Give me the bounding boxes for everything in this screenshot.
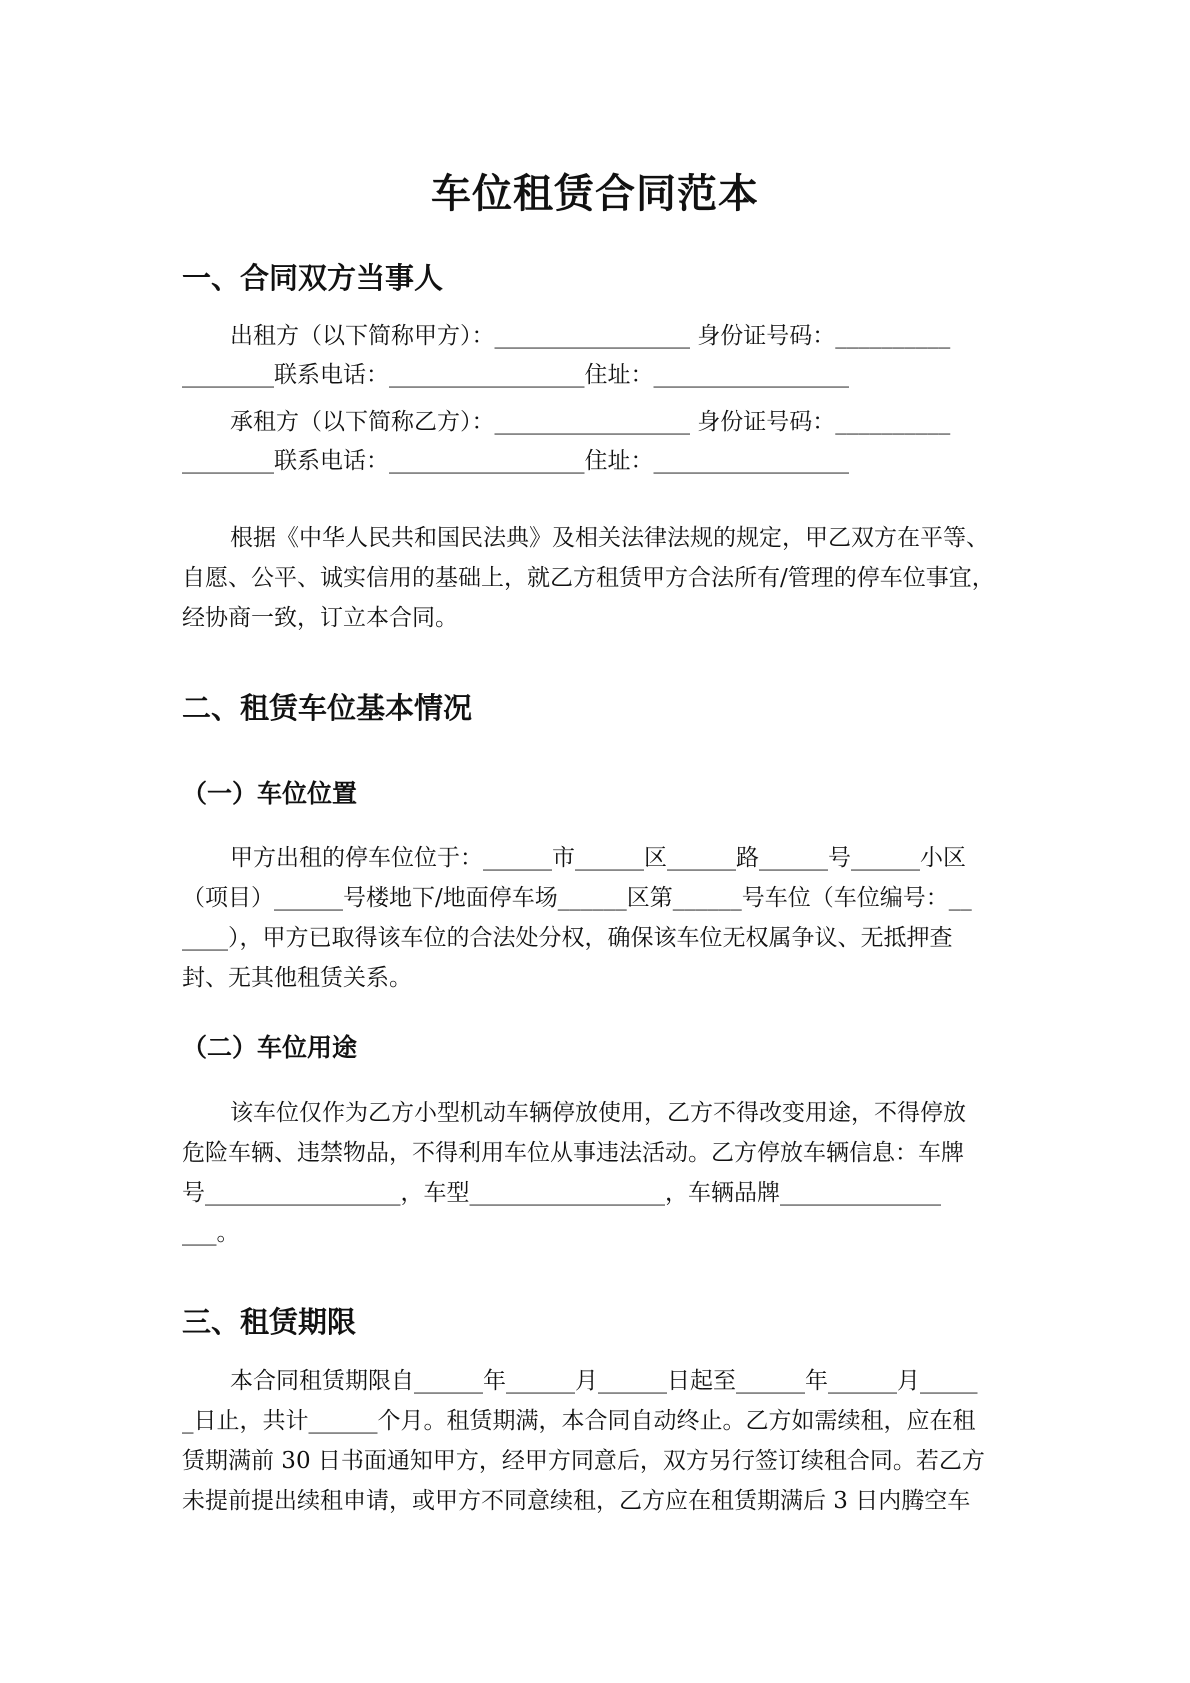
paragraph-line: 本合同租赁期限自______年______月______日起至______年______月_____	[230, 1368, 978, 1394]
paragraph-line: 甲方出租的停车位位于：______市______区______路______号______小区	[230, 845, 966, 871]
paragraph-line: ________联系电话：_________________住址：_________________	[182, 362, 849, 388]
paragraph-line: ________联系电话：_________________住址：_________________	[182, 448, 849, 474]
paragraph-line: _日止，共计______个月。租赁期满，本合同自动终止。乙方如需续租，应在租	[182, 1408, 976, 1434]
paragraph-line: 自愿、公平、诚实信用的基础上，就乙方租赁甲方合法所有/管理的停车位事宜，	[182, 565, 995, 591]
paragraph-line: ___。	[182, 1220, 240, 1246]
paragraph-line: 赁期满前 30 日书面通知甲方，经甲方同意后，双方另行签订续租合同。若乙方	[182, 1448, 985, 1474]
paragraph-line: 未提前提出续租申请，或甲方不同意续租，乙方应在租赁期满后 3 日内腾空车	[182, 1488, 971, 1514]
subsection-heading-location: （一）车位位置	[182, 779, 358, 808]
paragraph-line: 危险车辆、违禁物品，不得利用车位从事违法活动。乙方停放车辆信息：车牌	[182, 1140, 964, 1166]
paragraph-line: 该车位仅作为乙方小型机动车辆停放使用，乙方不得改变用途，不得停放	[230, 1100, 966, 1126]
paragraph-line: 号_________________，车型_________________，车辆品牌______________	[182, 1180, 941, 1206]
paragraph-line: 承租方（以下简称乙方）：_________________ 身份证号码：__________	[230, 409, 951, 435]
paragraph-line: 经协商一致，订立本合同。	[182, 605, 458, 631]
section-heading-parking-info: 二、租赁车位基本情况	[182, 691, 473, 725]
section-heading-parties: 一、合同双方当事人	[182, 261, 444, 295]
section-heading-lease-term: 三、租赁期限	[182, 1305, 357, 1339]
subsection-heading-usage: （二）车位用途	[182, 1033, 358, 1062]
paragraph-line: 根据《中华人民共和国民法典》及相关法律法规的规定，甲乙双方在平等、	[230, 525, 989, 551]
paragraph-line: 封、无其他租赁关系。	[182, 965, 412, 991]
paragraph-line: ____），甲方已取得该车位的合法处分权，确保该车位无权属争议、无抵押查	[182, 925, 953, 951]
document-title: 车位租赁合同范本	[431, 171, 759, 217]
paragraph-line: （项目）______号楼地下/地面停车场______区第______号车位（车位编号：__	[182, 885, 972, 911]
paragraph-line: 出租方（以下简称甲方）：_________________ 身份证号码：__________	[230, 323, 951, 349]
